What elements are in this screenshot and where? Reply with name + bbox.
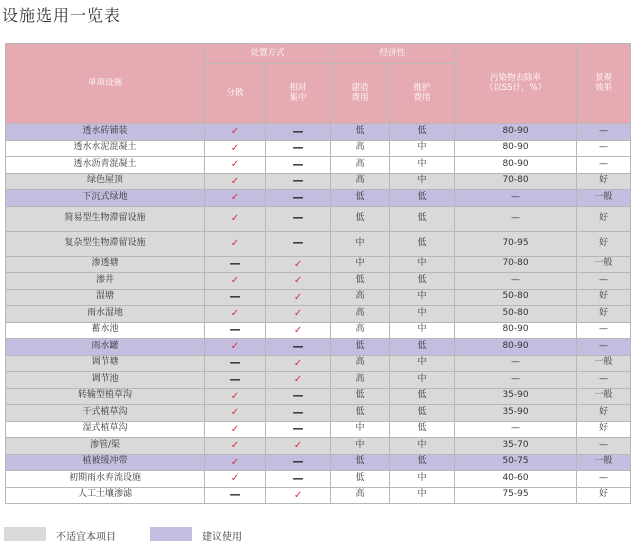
maint-cost: 中 bbox=[390, 322, 455, 339]
build-cost: 中 bbox=[331, 256, 390, 273]
facility-name: 初期雨水弃流设施 bbox=[6, 471, 205, 488]
table-row bbox=[6, 454, 631, 471]
centralized-mark: ✓ bbox=[266, 256, 331, 273]
maint-cost: 低 bbox=[390, 206, 455, 231]
landscape-effect: 好 bbox=[577, 206, 631, 231]
facility-name: 雨水湿地 bbox=[6, 306, 205, 323]
dispersed-mark: — bbox=[205, 372, 266, 389]
landscape-effect: 好 bbox=[577, 405, 631, 422]
facility-name: 简易型生物滞留设施 bbox=[6, 206, 205, 231]
landscape-effect: 一般 bbox=[577, 355, 631, 372]
maint-cost: 中 bbox=[390, 256, 455, 273]
legend-label-recommended: 建议使用 bbox=[202, 532, 242, 543]
maint-cost: 中 bbox=[390, 372, 455, 389]
dispersed-mark: ✓ bbox=[205, 206, 266, 231]
removal-rate: 50-80 bbox=[455, 289, 577, 306]
removal-rate: — bbox=[455, 206, 577, 231]
header-removal: 污染物去除率 （以SS计，%） bbox=[455, 44, 577, 124]
centralized-mark: — bbox=[266, 388, 331, 405]
page-title: 设施选用一览表 bbox=[2, 6, 122, 25]
removal-rate: — bbox=[455, 190, 577, 207]
landscape-effect: 好 bbox=[577, 231, 631, 256]
facility-name: 湿塘 bbox=[6, 289, 205, 306]
landscape-effect: 好 bbox=[577, 487, 631, 504]
facility-name: 渗井 bbox=[6, 273, 205, 290]
table-row bbox=[6, 355, 631, 372]
dispersed-mark: ✓ bbox=[205, 231, 266, 256]
dispersed-mark: ✓ bbox=[205, 405, 266, 422]
facility-name: 透水沥青混凝土 bbox=[6, 157, 205, 174]
facility-name: 蓄水池 bbox=[6, 322, 205, 339]
landscape-effect: — bbox=[577, 140, 631, 157]
removal-rate: 75-95 bbox=[455, 487, 577, 504]
facility-name: 复杂型生物滞留设施 bbox=[6, 231, 205, 256]
table-row bbox=[6, 289, 631, 306]
removal-rate: 35-90 bbox=[455, 405, 577, 422]
table-row bbox=[6, 372, 631, 389]
centralized-mark: — bbox=[266, 231, 331, 256]
build-cost: 高 bbox=[331, 322, 390, 339]
facility-name: 湿式植草沟 bbox=[6, 421, 205, 438]
centralized-mark: — bbox=[266, 471, 331, 488]
header-econ: 经济性 bbox=[331, 44, 455, 64]
table-row bbox=[6, 322, 631, 339]
facility-name: 绿色屋顶 bbox=[6, 173, 205, 190]
dispersed-mark: ✓ bbox=[205, 190, 266, 207]
centralized-mark: — bbox=[266, 140, 331, 157]
table-body bbox=[6, 124, 631, 504]
maint-cost: 中 bbox=[390, 173, 455, 190]
build-cost: 高 bbox=[331, 306, 390, 323]
build-cost: 高 bbox=[331, 487, 390, 504]
facility-name: 干式植草沟 bbox=[6, 405, 205, 422]
table-row bbox=[6, 124, 631, 141]
build-cost: 高 bbox=[331, 355, 390, 372]
landscape-effect: 一般 bbox=[577, 388, 631, 405]
centralized-mark: — bbox=[266, 206, 331, 231]
build-cost: 低 bbox=[331, 471, 390, 488]
landscape-effect: — bbox=[577, 157, 631, 174]
maint-cost: 中 bbox=[390, 471, 455, 488]
landscape-effect: 好 bbox=[577, 289, 631, 306]
build-cost: 低 bbox=[331, 405, 390, 422]
table-row bbox=[6, 405, 631, 422]
maint-cost: 中 bbox=[390, 487, 455, 504]
landscape-effect: — bbox=[577, 322, 631, 339]
centralized-mark: — bbox=[266, 173, 331, 190]
facility-name: 转输型植草沟 bbox=[6, 388, 205, 405]
maint-cost: 中 bbox=[390, 355, 455, 372]
facility-name: 透水砖铺装 bbox=[6, 124, 205, 141]
centralized-mark: — bbox=[266, 190, 331, 207]
landscape-effect: — bbox=[577, 438, 631, 455]
centralized-mark: — bbox=[266, 157, 331, 174]
table-row bbox=[6, 231, 631, 256]
dispersed-mark: — bbox=[205, 487, 266, 504]
dispersed-mark: — bbox=[205, 322, 266, 339]
facility-name: 调节塘 bbox=[6, 355, 205, 372]
landscape-effect: 好 bbox=[577, 306, 631, 323]
build-cost: 高 bbox=[331, 289, 390, 306]
landscape-effect: — bbox=[577, 339, 631, 356]
centralized-mark: ✓ bbox=[266, 355, 331, 372]
dispersed-mark: ✓ bbox=[205, 438, 266, 455]
facility-name: 人工土壤渗滤 bbox=[6, 487, 205, 504]
table-row bbox=[6, 487, 631, 504]
header-facility: 单项设施 bbox=[6, 44, 205, 124]
facility-name: 透水水泥混凝土 bbox=[6, 140, 205, 157]
facility-name: 雨水罐 bbox=[6, 339, 205, 356]
removal-rate: — bbox=[455, 421, 577, 438]
build-cost: 低 bbox=[331, 339, 390, 356]
table-row bbox=[6, 388, 631, 405]
build-cost: 低 bbox=[331, 454, 390, 471]
maint-cost: 低 bbox=[390, 124, 455, 141]
landscape-effect: — bbox=[577, 124, 631, 141]
removal-rate: 80-90 bbox=[455, 339, 577, 356]
build-cost: 低 bbox=[331, 124, 390, 141]
build-cost: 高 bbox=[331, 157, 390, 174]
landscape-effect: 一般 bbox=[577, 454, 631, 471]
build-cost: 中 bbox=[331, 421, 390, 438]
centralized-mark: ✓ bbox=[266, 372, 331, 389]
build-cost: 高 bbox=[331, 372, 390, 389]
facility-name: 植被缓冲带 bbox=[6, 454, 205, 471]
removal-rate: 80-90 bbox=[455, 124, 577, 141]
centralized-mark: — bbox=[266, 124, 331, 141]
maint-cost: 低 bbox=[390, 421, 455, 438]
maint-cost: 中 bbox=[390, 438, 455, 455]
header-build-cost: 建造 费用 bbox=[331, 64, 390, 124]
centralized-mark: — bbox=[266, 454, 331, 471]
centralized-mark: ✓ bbox=[266, 487, 331, 504]
landscape-effect: — bbox=[577, 471, 631, 488]
build-cost: 低 bbox=[331, 206, 390, 231]
maint-cost: 低 bbox=[390, 339, 455, 356]
table-row bbox=[6, 421, 631, 438]
dispersed-mark: ✓ bbox=[205, 471, 266, 488]
removal-rate: 70-80 bbox=[455, 256, 577, 273]
centralized-mark: ✓ bbox=[266, 322, 331, 339]
maint-cost: 中 bbox=[390, 157, 455, 174]
maint-cost: 低 bbox=[390, 388, 455, 405]
dispersed-mark: — bbox=[205, 256, 266, 273]
legend-swatch-purple bbox=[150, 527, 192, 541]
header-method: 处置方式 bbox=[205, 44, 331, 64]
centralized-mark: ✓ bbox=[266, 306, 331, 323]
dispersed-mark: ✓ bbox=[205, 306, 266, 323]
removal-rate: — bbox=[455, 372, 577, 389]
header-centralized: 相对 集中 bbox=[266, 64, 331, 124]
removal-rate: 80-90 bbox=[455, 322, 577, 339]
header-dispersed: 分散 bbox=[205, 64, 266, 124]
dispersed-mark: ✓ bbox=[205, 273, 266, 290]
landscape-effect: 一般 bbox=[577, 256, 631, 273]
removal-rate: 40-60 bbox=[455, 471, 577, 488]
landscape-effect: 好 bbox=[577, 173, 631, 190]
table-row bbox=[6, 339, 631, 356]
dispersed-mark: ✓ bbox=[205, 140, 266, 157]
legend bbox=[4, 527, 304, 543]
removal-rate: 35-90 bbox=[455, 388, 577, 405]
header-maint-cost: 维护 费用 bbox=[390, 64, 455, 124]
build-cost: 中 bbox=[331, 438, 390, 455]
removal-rate: 70-95 bbox=[455, 231, 577, 256]
build-cost: 中 bbox=[331, 231, 390, 256]
build-cost: 高 bbox=[331, 173, 390, 190]
centralized-mark: ✓ bbox=[266, 289, 331, 306]
build-cost: 低 bbox=[331, 190, 390, 207]
table-row bbox=[6, 140, 631, 157]
build-cost: 高 bbox=[331, 140, 390, 157]
centralized-mark: ✓ bbox=[266, 273, 331, 290]
table-row bbox=[6, 471, 631, 488]
removal-rate: 50-80 bbox=[455, 306, 577, 323]
removal-rate: — bbox=[455, 355, 577, 372]
facility-name: 下沉式绿地 bbox=[6, 190, 205, 207]
landscape-effect: — bbox=[577, 273, 631, 290]
table-row bbox=[6, 173, 631, 190]
maint-cost: 低 bbox=[390, 190, 455, 207]
maint-cost: 低 bbox=[390, 454, 455, 471]
removal-rate: 70-80 bbox=[455, 173, 577, 190]
dispersed-mark: ✓ bbox=[205, 421, 266, 438]
table-row bbox=[6, 438, 631, 455]
facility-name: 渗管/渠 bbox=[6, 438, 205, 455]
removal-rate: 80-90 bbox=[455, 140, 577, 157]
landscape-effect: 一般 bbox=[577, 190, 631, 207]
removal-rate: 80-90 bbox=[455, 157, 577, 174]
maint-cost: 中 bbox=[390, 140, 455, 157]
table-row bbox=[6, 157, 631, 174]
table-row bbox=[6, 273, 631, 290]
dispersed-mark: ✓ bbox=[205, 388, 266, 405]
dispersed-mark: ✓ bbox=[205, 157, 266, 174]
dispersed-mark: — bbox=[205, 289, 266, 306]
dispersed-mark: — bbox=[205, 355, 266, 372]
dispersed-mark: ✓ bbox=[205, 173, 266, 190]
removal-rate: 50-75 bbox=[455, 454, 577, 471]
dispersed-mark: ✓ bbox=[205, 124, 266, 141]
dispersed-mark: ✓ bbox=[205, 339, 266, 356]
facility-name: 渗透塘 bbox=[6, 256, 205, 273]
maint-cost: 中 bbox=[390, 306, 455, 323]
maint-cost: 低 bbox=[390, 405, 455, 422]
landscape-effect: 好 bbox=[577, 421, 631, 438]
maint-cost: 低 bbox=[390, 231, 455, 256]
legend-swatch-gray bbox=[4, 527, 46, 541]
maint-cost: 中 bbox=[390, 289, 455, 306]
landscape-effect: — bbox=[577, 372, 631, 389]
dispersed-mark: ✓ bbox=[205, 454, 266, 471]
table-row bbox=[6, 306, 631, 323]
table-row bbox=[6, 190, 631, 207]
centralized-mark: — bbox=[266, 339, 331, 356]
table-row bbox=[6, 206, 631, 231]
centralized-mark: — bbox=[266, 405, 331, 422]
header-landscape: 景观 效果 bbox=[577, 44, 631, 124]
centralized-mark: — bbox=[266, 421, 331, 438]
centralized-mark: ✓ bbox=[266, 438, 331, 455]
legend-label-not-suitable: 不适宜本项目 bbox=[56, 532, 116, 543]
build-cost: 低 bbox=[331, 273, 390, 290]
removal-rate: 35-70 bbox=[455, 438, 577, 455]
table-row bbox=[6, 256, 631, 273]
maint-cost: 低 bbox=[390, 273, 455, 290]
facility-name: 调节池 bbox=[6, 372, 205, 389]
removal-rate: — bbox=[455, 273, 577, 290]
build-cost: 低 bbox=[331, 388, 390, 405]
facility-table bbox=[5, 43, 631, 504]
